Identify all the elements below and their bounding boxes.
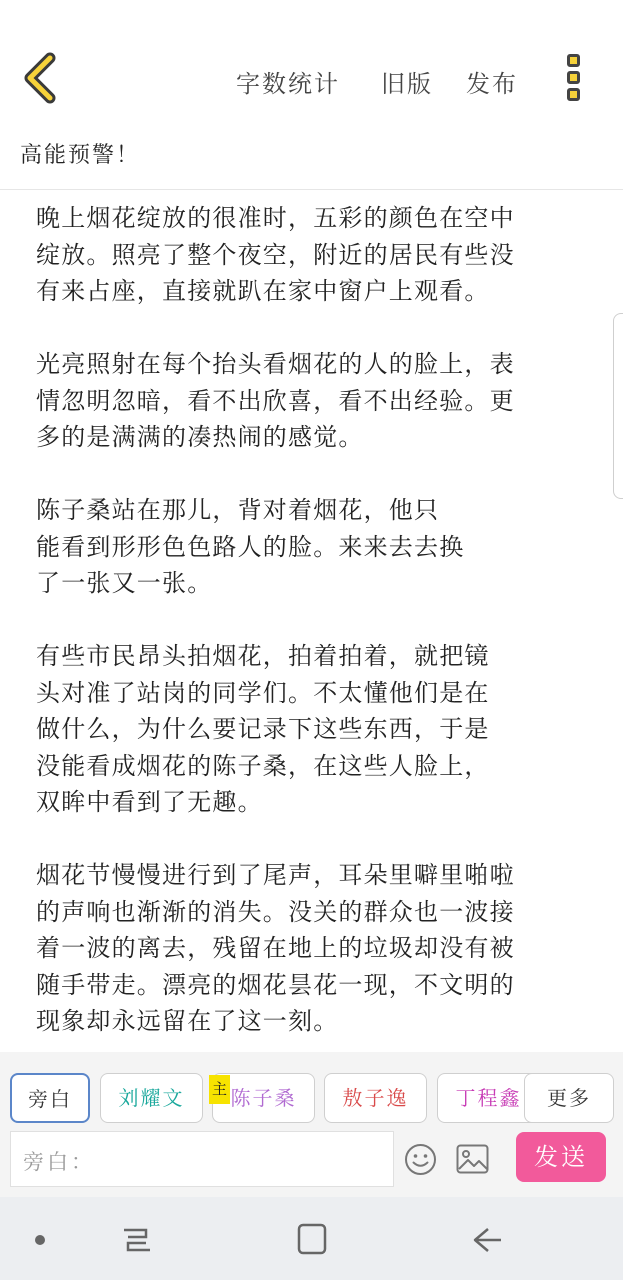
back-arrow-icon[interactable] bbox=[470, 1223, 504, 1257]
story-paragraph: 有些市民昂头拍烟花，拍着拍着，就把镜 头对准了站岗的同学们。不太懂他们是在 做什么，为什么要记录下这些东西，于是 没能看成烟花的陈子桑，在这些人脸上， 双眸中看到了无趣。 bbox=[36, 642, 490, 816]
title-divider bbox=[0, 189, 623, 190]
chapter-title[interactable]: 高能预警！ bbox=[20, 143, 141, 168]
role-chip-ding-chengxin[interactable]: 丁程鑫 bbox=[437, 1073, 540, 1123]
word-count-button[interactable]: 字数统计 bbox=[236, 70, 340, 98]
recent-apps-icon[interactable] bbox=[120, 1224, 154, 1256]
send-button[interactable]: 发送 bbox=[516, 1132, 606, 1182]
side-panel-handle[interactable] bbox=[613, 313, 623, 499]
role-chip-ao-ziyi[interactable]: 敖子逸 bbox=[324, 1073, 427, 1123]
smiley-icon[interactable] bbox=[404, 1143, 437, 1176]
image-icon[interactable] bbox=[456, 1144, 489, 1174]
story-content[interactable] bbox=[36, 200, 596, 1050]
story-paragraph: 晚上烟花绽放的很准时，五彩的颜色在空中 绽放。照亮了整个夜空，附近的居民有些没 有来占座，直接就趴在家中窗户上观看。 bbox=[36, 204, 515, 305]
vertical-dots-menu-icon[interactable] bbox=[562, 54, 584, 104]
role-chip-liu-yaowen[interactable]: 刘耀文 bbox=[100, 1073, 203, 1123]
publish-button[interactable]: 发布 bbox=[466, 70, 518, 98]
role-chip-chen-zisang[interactable]: 陈子桑 bbox=[212, 1073, 315, 1123]
more-roles-button[interactable]: 更多 bbox=[524, 1073, 614, 1123]
role-chip-narrator[interactable]: 旁白 bbox=[10, 1073, 90, 1123]
menu-dot bbox=[567, 54, 580, 67]
story-paragraph: 烟花节慢慢进行到了尾声，耳朵里噼里啪啦 的声响也渐渐的消失。没关的群众也一波接 着一波的离去，残留在地上的垃圾却没有被 随手带走。漂亮的烟花昙花一现，不文明的 现象却永远留在了这一刻。 bbox=[36, 861, 515, 1035]
message-input[interactable] bbox=[10, 1131, 394, 1187]
menu-dot bbox=[567, 88, 580, 101]
story-paragraph: 陈子桑站在那儿，背对着烟花，他只 能看到形形色色路人的脸。来来去去换 了一张又一张。 bbox=[36, 496, 465, 597]
main-character-badge: 主 bbox=[209, 1075, 230, 1104]
top-bar bbox=[0, 0, 623, 130]
input-role-label: 旁白： bbox=[23, 1150, 95, 1174]
nav-dot-icon[interactable] bbox=[35, 1235, 45, 1245]
home-icon[interactable] bbox=[296, 1222, 328, 1256]
menu-dot bbox=[567, 71, 580, 84]
story-paragraph: 光亮照射在每个抬头看烟花的人的脸上，表 情忽明忽暗，看不出欣喜，看不出经验。更 多的是满满的凑热闹的感觉。 bbox=[36, 350, 515, 451]
old-version-button[interactable]: 旧版 bbox=[381, 70, 433, 98]
top-actions bbox=[0, 64, 623, 98]
